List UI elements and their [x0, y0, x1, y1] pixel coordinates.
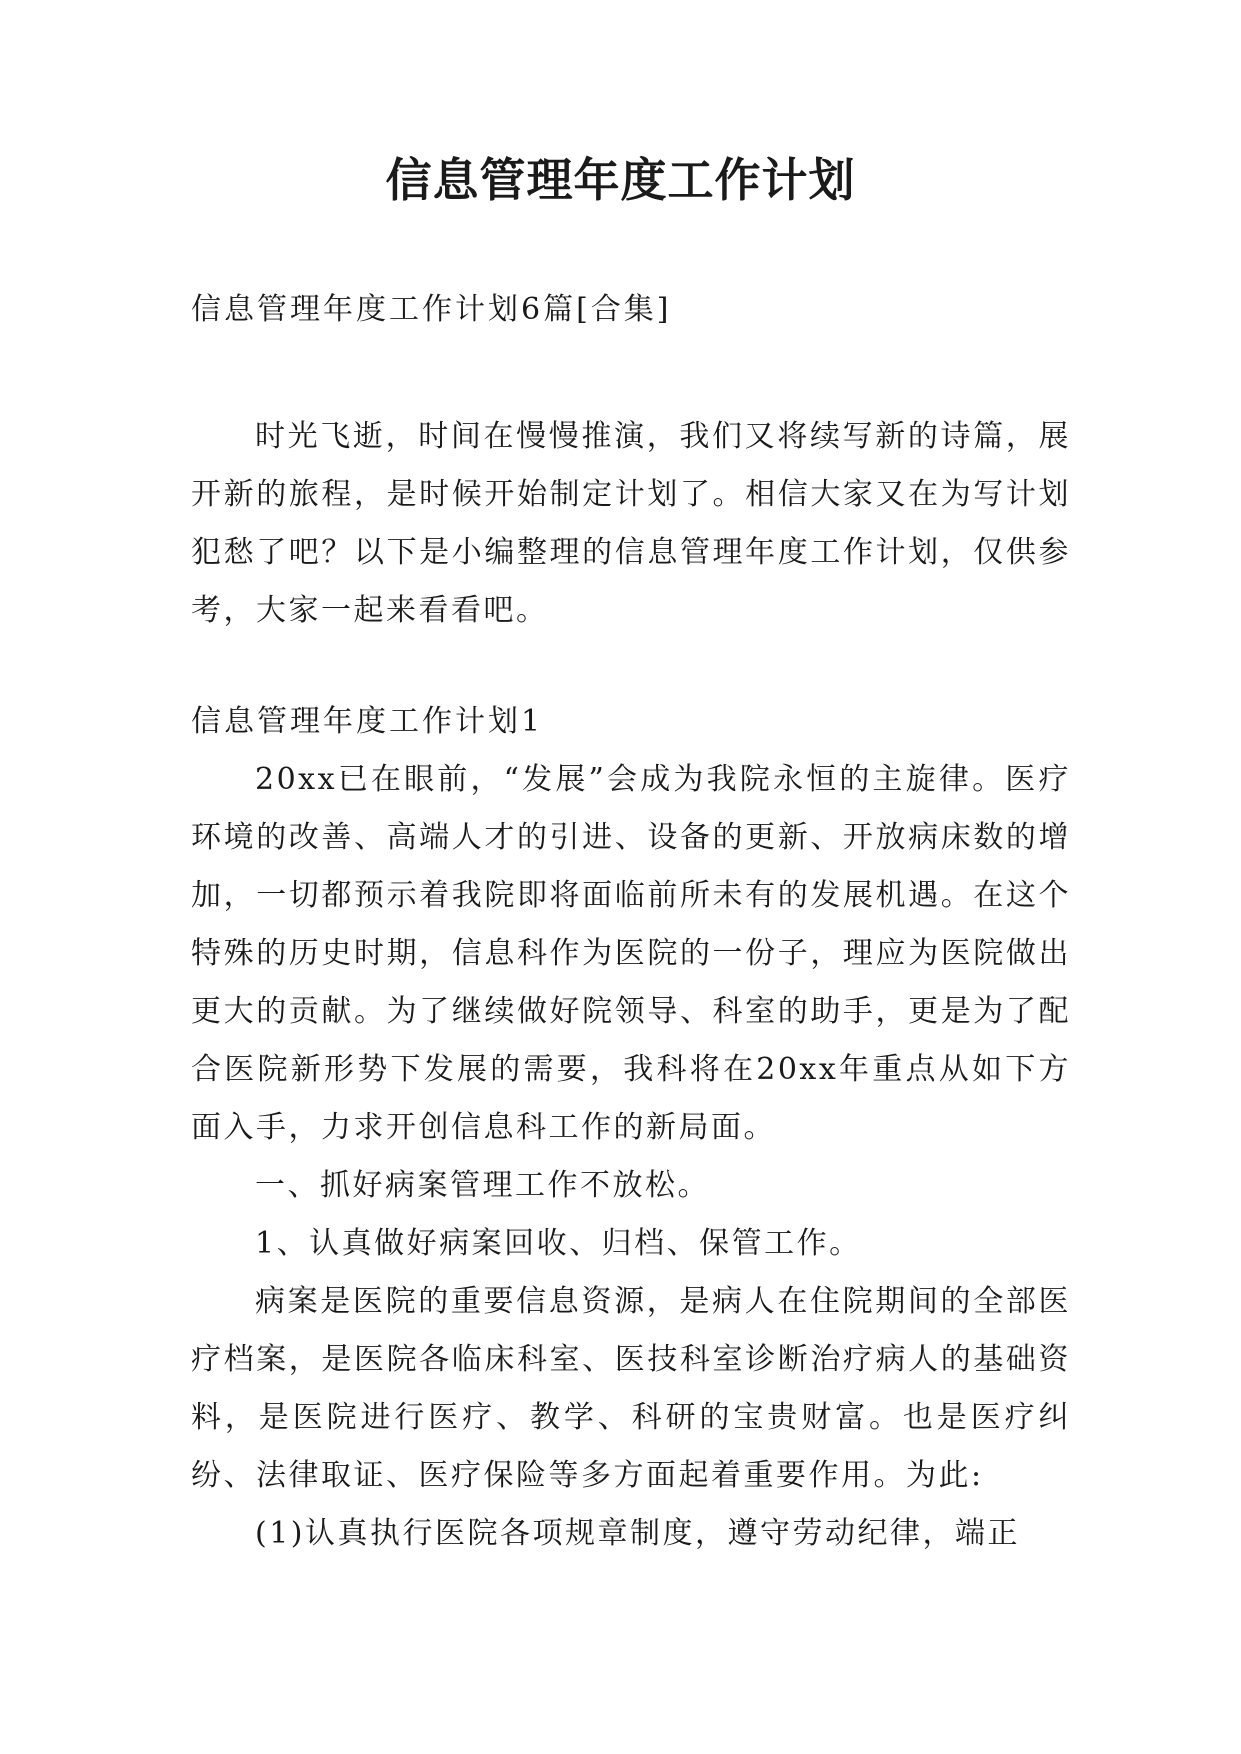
document-title: 信息管理年度工作计划: [385, 153, 856, 207]
body-paragraph: (1)认真执行医院各项规章制度，遵守劳动纪律，端正: [255, 1516, 1020, 1551]
body-paragraph: 一、抓好病案管理工作不放松。: [255, 1168, 710, 1203]
document-subtitle: 信息管理年度工作计划6篇[合集]: [191, 292, 672, 327]
body-paragraph: 病案是医院的重要信息资源，是病人在住院期间的全部医疗档案，是医院各临床科室、医技科室诊断治疗病人的基础资料，是医院进行医疗、教学、科研的宝贵财富。也是医疗纠纷、法律取证、医疗保险等多方面起着重要作用。为此:: [191, 1284, 1071, 1493]
intro-paragraph: 时光飞逝，时间在慢慢推演，我们又将续写新的诗篇，展开新的旅程，是时候开始制定计划了。相信大家又在为写计划犯愁了吧？以下是小编整理的信息管理年度工作计划，仅供参考，大家一起来看看吧。: [191, 419, 1071, 628]
section-1-body: [191, 751, 1071, 1563]
section-heading-1: 信息管理年度工作计划1: [191, 704, 544, 739]
body-paragraph: 20xx已在眼前，“发展”会成为我院永恒的主旋律。医疗环境的改善、高端人才的引进、设备的更新、开放病床数的增加，一切都预示着我院即将面临前所未有的发展机遇。在这个特殊的历史时期，信息科作为医院的一份子，理应为医院做出更大的贡献。为了继续做好院领导、科室的助手，更是为了配合医院新形势下发展的需要，我科将在20xx年重点从如下方面入手，力求开创信息科工作的新局面。: [191, 762, 1071, 1145]
body-paragraph: 1、认真做好病案回收、归档、保管工作。: [255, 1226, 862, 1261]
